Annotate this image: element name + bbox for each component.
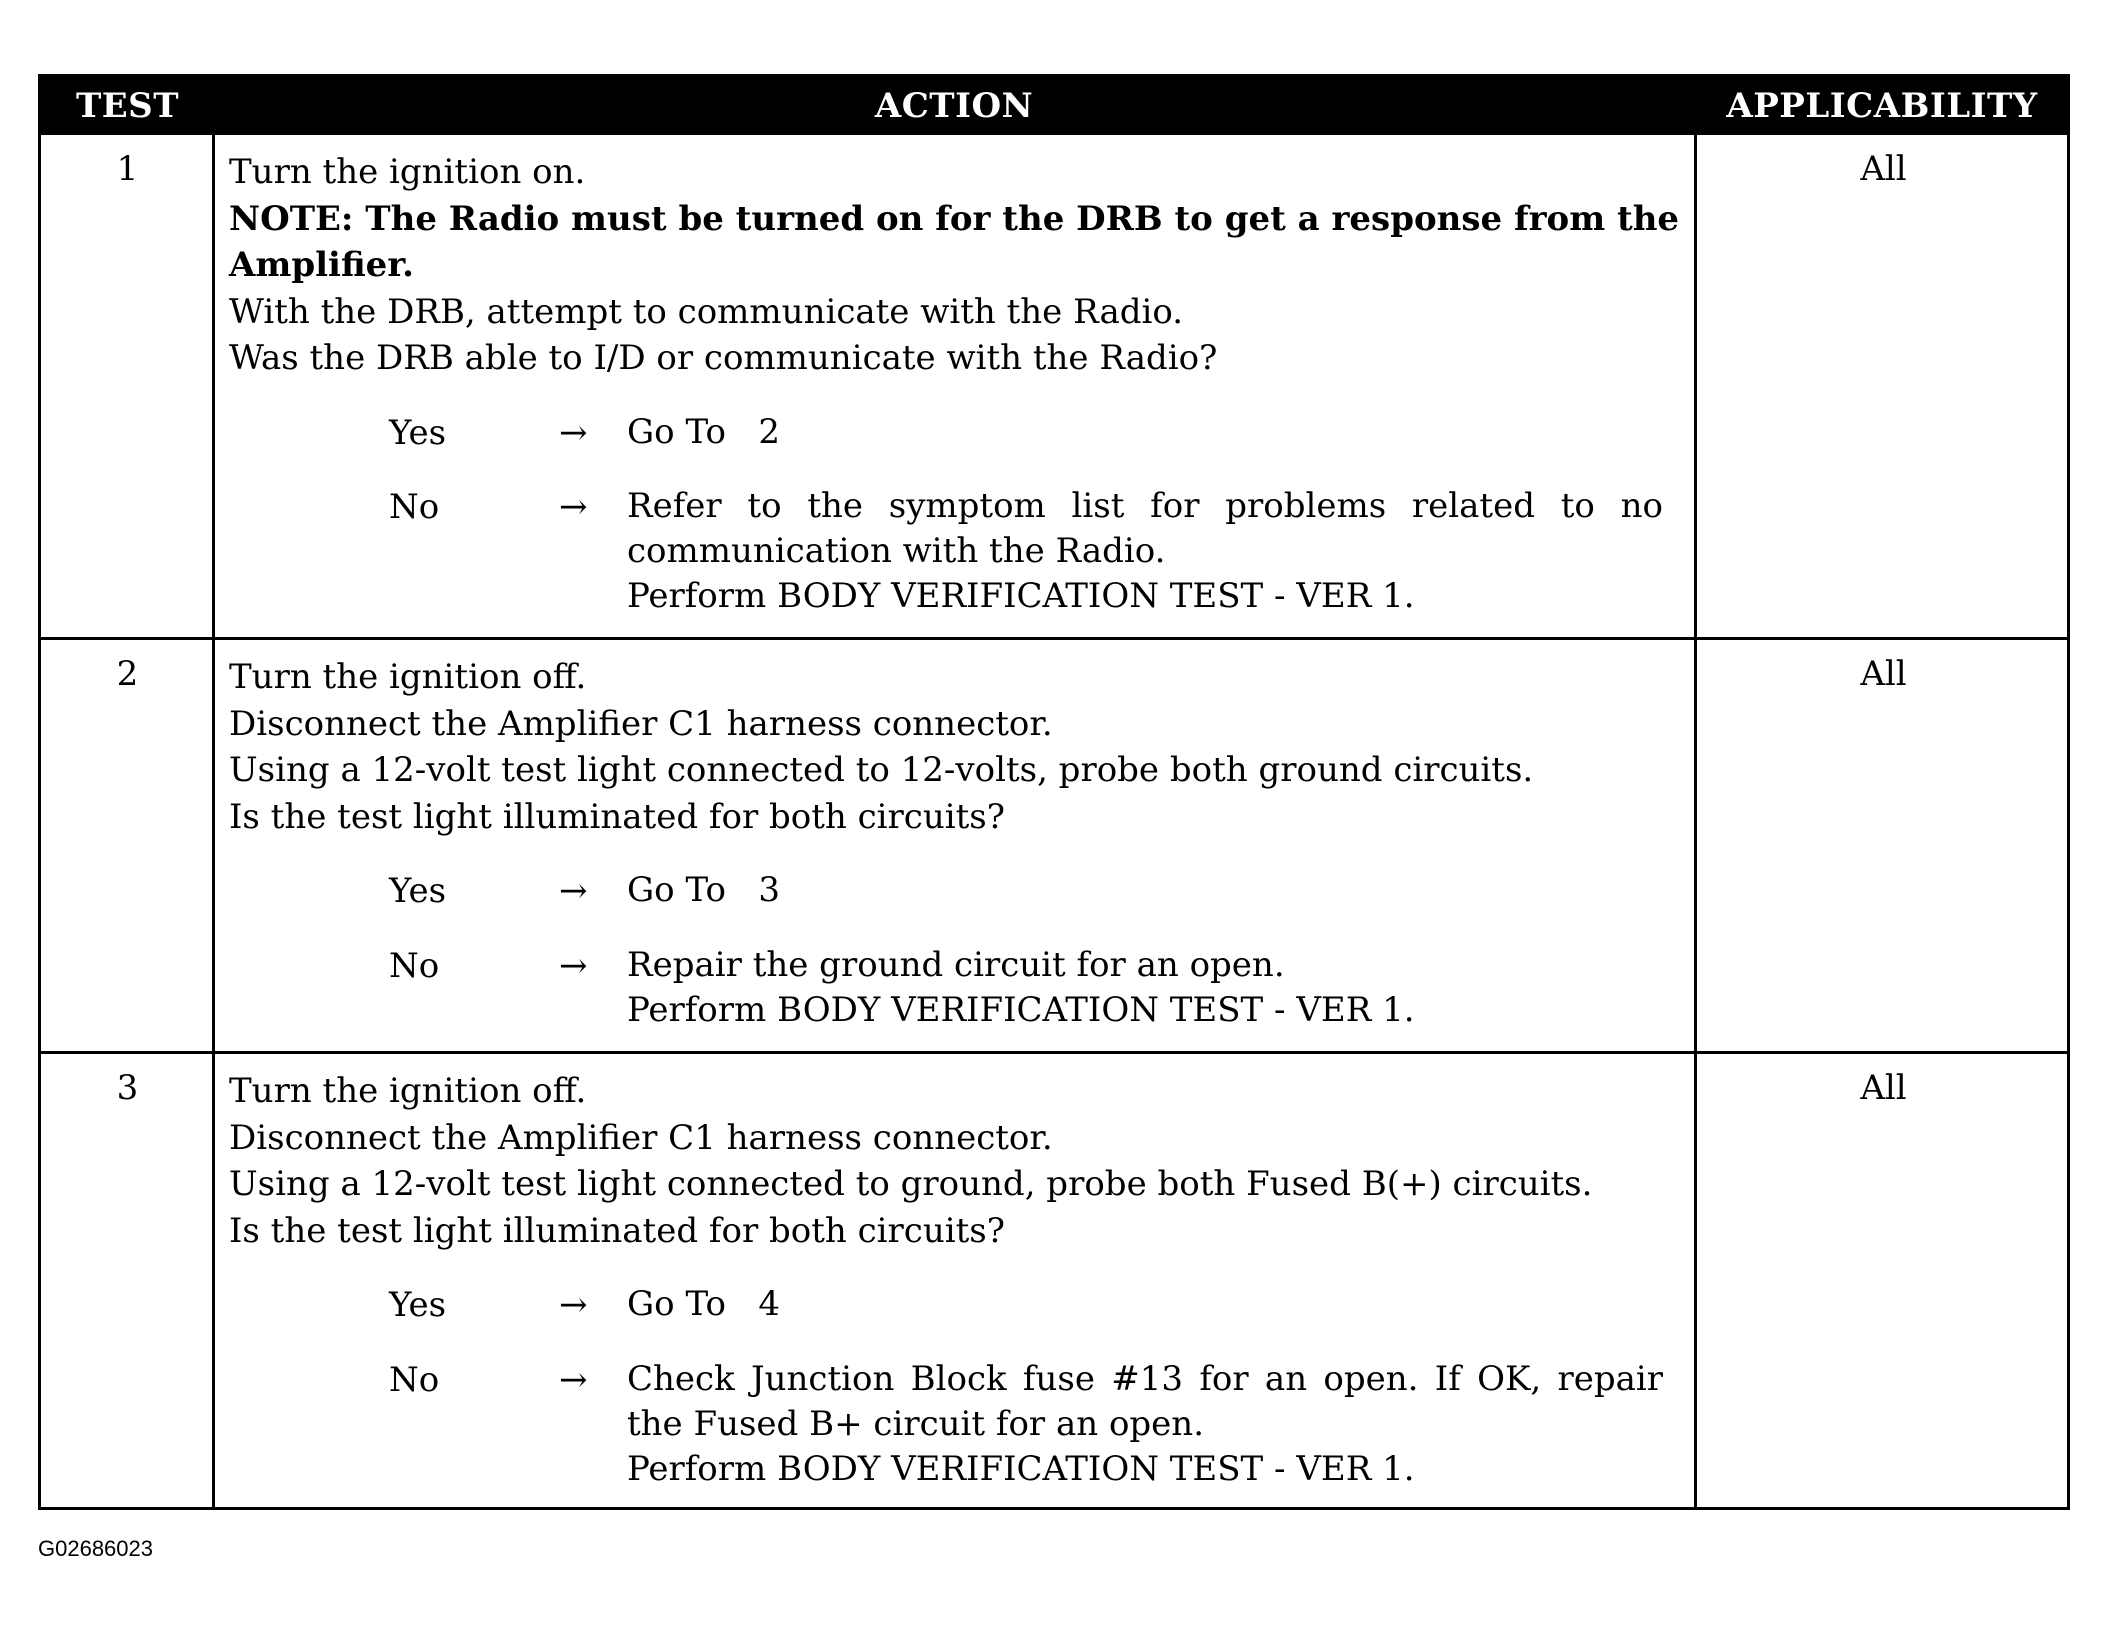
figure-code: G02686023 bbox=[38, 1536, 153, 1561]
header-action: ACTION bbox=[874, 86, 1034, 126]
no-result-line: Repair the ground circuit for an open. bbox=[627, 944, 1285, 985]
no-result-line: Perform BODY VERIFICATION TEST - VER 1. bbox=[627, 1448, 1415, 1489]
arrow-icon: → bbox=[559, 412, 588, 453]
no-result bbox=[627, 943, 1663, 1033]
yes-branch bbox=[389, 868, 1685, 915]
action-line: Turn the ignition off. bbox=[229, 657, 587, 697]
applicability-cell: All bbox=[1860, 149, 1907, 189]
no-result bbox=[627, 1357, 1663, 1492]
arrow-icon: → bbox=[559, 487, 588, 527]
action-line: Using a 12-volt test light connected to ground, probe both Fused B(+) circuits. bbox=[229, 1164, 1593, 1204]
header-test: TEST bbox=[75, 86, 180, 126]
no-label: No bbox=[389, 1359, 440, 1400]
no-result-line: Refer to the symptom list for problems related to no communication with the Radio. bbox=[627, 486, 1663, 571]
no-branch bbox=[389, 1357, 1685, 1492]
no-result-line: Perform BODY VERIFICATION TEST - VER 1. bbox=[627, 576, 1415, 616]
no-result-line: Check Junction Block fuse #13 for an open. If OK, repair the Fused B+ circuit for an open. bbox=[627, 1358, 1663, 1444]
action-line: Is the test light illuminated for both circuits? bbox=[229, 796, 1005, 837]
action-note: NOTE: The Radio must be turned on for the DRB to get a response from the Amplifier. bbox=[229, 198, 1680, 285]
no-branch bbox=[389, 943, 1685, 1033]
test-number: 3 bbox=[116, 1068, 139, 1108]
test-number: 2 bbox=[116, 654, 139, 694]
header-applicability: APPLICABILITY bbox=[1726, 86, 2038, 126]
yes-label: Yes bbox=[389, 412, 447, 453]
action-line: Was the DRB able to I/D or communicate with the Radio? bbox=[229, 338, 1218, 378]
arrow-icon: → bbox=[559, 871, 588, 911]
applicability-cell: All bbox=[1860, 654, 1907, 694]
no-branch bbox=[389, 484, 1685, 619]
arrow-icon: → bbox=[559, 945, 588, 986]
table-header bbox=[41, 77, 2067, 135]
applicability-cell: All bbox=[1860, 1068, 1907, 1108]
yes-label: Yes bbox=[389, 871, 447, 911]
arrow-icon: → bbox=[559, 1359, 588, 1400]
action-line: Turn the ignition on. bbox=[229, 152, 586, 192]
table-row bbox=[41, 135, 2067, 637]
arrow-icon: → bbox=[559, 1285, 588, 1325]
test-number: 1 bbox=[116, 149, 139, 189]
yes-result: Go To 2 bbox=[627, 411, 780, 452]
action-cell bbox=[229, 149, 1685, 619]
diagnostic-test-table bbox=[38, 74, 2070, 1510]
yes-result: Go To 3 bbox=[627, 870, 780, 910]
yes-branch bbox=[389, 1282, 1685, 1329]
no-label: No bbox=[389, 945, 440, 986]
action-line: With the DRB, attempt to communicate with the Radio. bbox=[229, 291, 1184, 332]
yes-label: Yes bbox=[389, 1285, 447, 1325]
action-line: Is the test light illuminated for both circuits? bbox=[229, 1210, 1005, 1251]
table-row bbox=[41, 1054, 2067, 1507]
action-cell bbox=[229, 1068, 1685, 1492]
no-result bbox=[627, 484, 1663, 619]
yes-branch bbox=[389, 410, 1685, 457]
action-line: Disconnect the Amplifier C1 harness connector. bbox=[229, 1117, 1053, 1158]
action-line: Disconnect the Amplifier C1 harness connector. bbox=[229, 703, 1053, 744]
action-line: Using a 12-volt test light connected to 12-volts, probe both ground circuits. bbox=[229, 750, 1534, 790]
action-cell bbox=[229, 654, 1685, 1033]
yes-result: Go To 4 bbox=[627, 1284, 780, 1324]
no-result-line: Perform BODY VERIFICATION TEST - VER 1. bbox=[627, 989, 1415, 1030]
action-line: Turn the ignition off. bbox=[229, 1071, 587, 1111]
no-label: No bbox=[389, 487, 440, 527]
table-row bbox=[41, 640, 2067, 1051]
